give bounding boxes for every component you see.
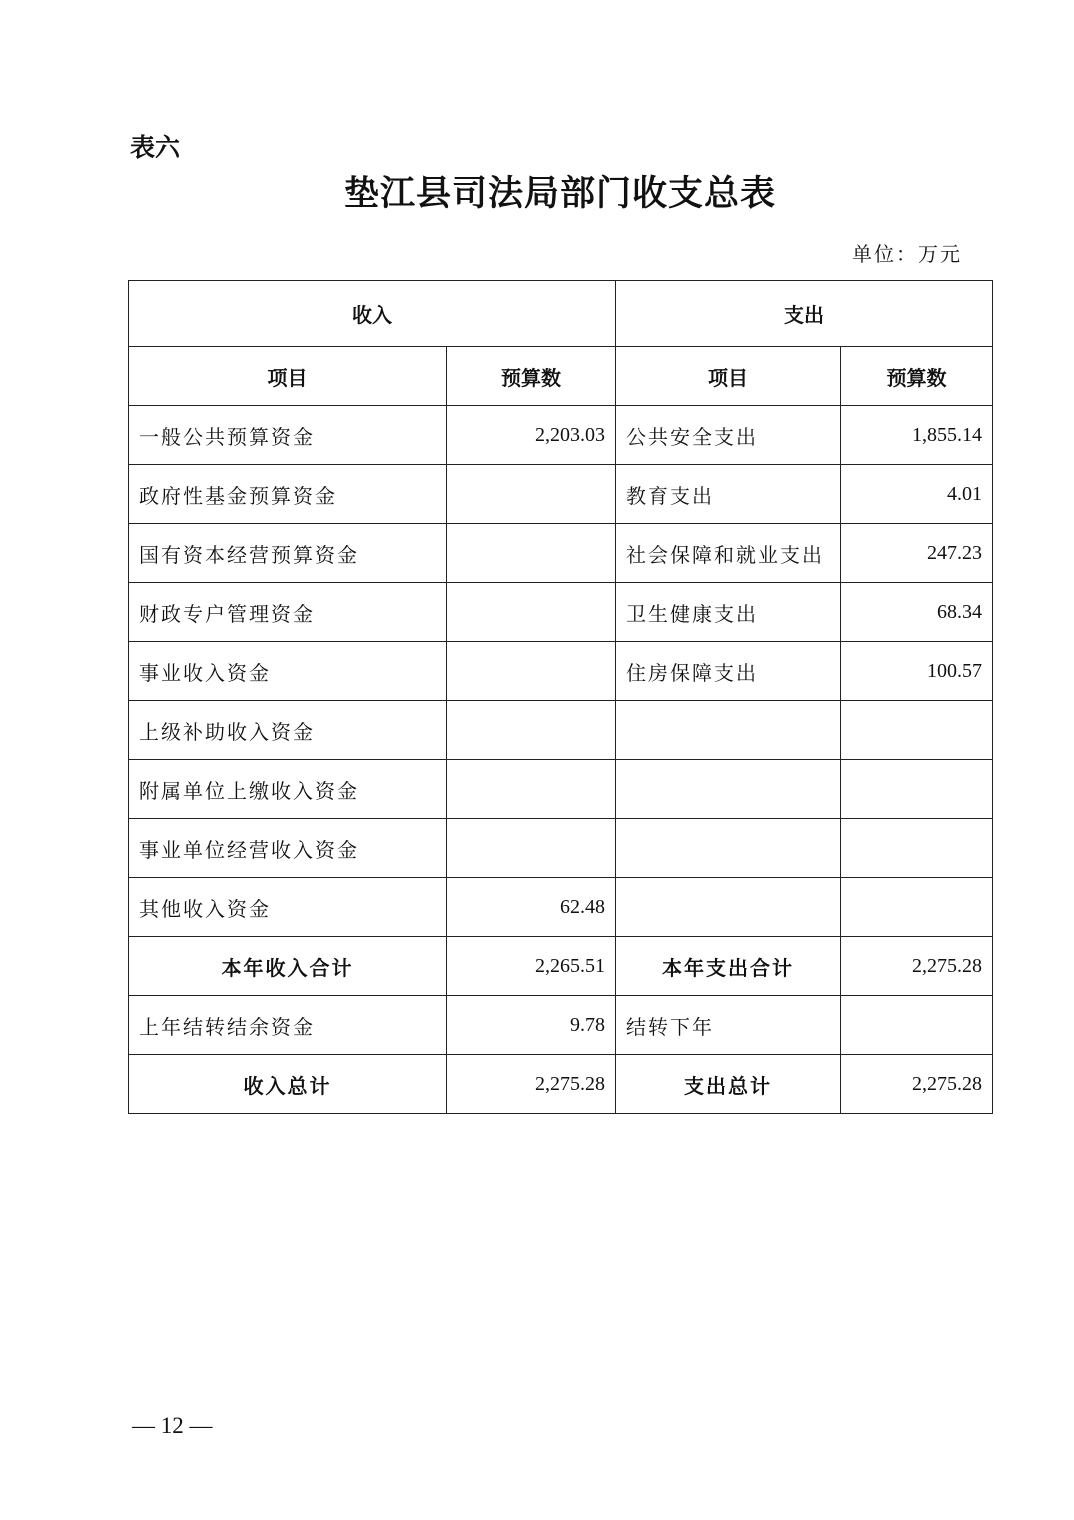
income-value-cell: 2,265.51	[447, 937, 616, 996]
budget-table	[128, 280, 993, 1114]
expense-item-cell: 卫生健康支出	[616, 583, 841, 642]
expense-item-cell	[616, 878, 841, 937]
income-item-cell: 国有资本经营预算资金	[129, 524, 447, 583]
income-value-cell	[447, 465, 616, 524]
expense-budget-header: 预算数	[841, 347, 993, 406]
unit-label: 单位：万元	[852, 242, 962, 266]
income-item-cell: 上年结转结余资金	[129, 996, 447, 1055]
income-header: 收入	[129, 281, 616, 347]
expense-item-cell	[616, 760, 841, 819]
section-header-row	[129, 281, 993, 347]
table-row	[129, 1055, 993, 1114]
page-title: 垫江县司法局部门收支总表	[343, 173, 776, 214]
table-row	[129, 583, 993, 642]
table-row	[129, 524, 993, 583]
income-item-header: 项目	[129, 347, 447, 406]
table-row	[129, 996, 993, 1055]
table-row	[129, 406, 993, 465]
income-item-cell: 上级补助收入资金	[129, 701, 447, 760]
expense-item-cell: 本年支出合计	[616, 937, 841, 996]
table-row	[129, 819, 993, 878]
income-value-cell	[447, 524, 616, 583]
expense-value-cell: 2,275.28	[841, 1055, 993, 1114]
expense-item-cell: 教育支出	[616, 465, 841, 524]
income-value-cell	[447, 583, 616, 642]
expense-value-cell: 2,275.28	[841, 937, 993, 996]
expense-value-cell: 247.23	[841, 524, 993, 583]
income-budget-header: 预算数	[447, 347, 616, 406]
income-item-cell: 事业收入资金	[129, 642, 447, 701]
expense-value-cell	[841, 878, 993, 937]
page-number: — 12 —	[132, 1413, 213, 1438]
expense-value-cell	[841, 760, 993, 819]
expense-value-cell: 68.34	[841, 583, 993, 642]
expense-item-cell: 社会保障和就业支出	[616, 524, 841, 583]
income-value-cell	[447, 819, 616, 878]
table-row	[129, 465, 993, 524]
income-item-cell: 附属单位上缴收入资金	[129, 760, 447, 819]
income-value-cell	[447, 760, 616, 819]
income-item-cell: 财政专户管理资金	[129, 583, 447, 642]
table-label: 表六	[130, 133, 181, 162]
income-value-cell: 9.78	[447, 996, 616, 1055]
income-item-cell: 本年收入合计	[129, 937, 447, 996]
table-row	[129, 642, 993, 701]
expense-value-cell	[841, 819, 993, 878]
expense-value-cell: 1,855.14	[841, 406, 993, 465]
expense-value-cell: 100.57	[841, 642, 993, 701]
column-header-row	[129, 347, 993, 406]
table-row	[129, 701, 993, 760]
expense-item-cell: 住房保障支出	[616, 642, 841, 701]
income-item-cell: 事业单位经营收入资金	[129, 819, 447, 878]
income-value-cell: 62.48	[447, 878, 616, 937]
income-item-cell: 收入总计	[129, 1055, 447, 1114]
income-value-cell	[447, 642, 616, 701]
table-row	[129, 878, 993, 937]
expense-header: 支出	[616, 281, 993, 347]
income-value-cell: 2,275.28	[447, 1055, 616, 1114]
income-value-cell: 2,203.03	[447, 406, 616, 465]
expense-value-cell	[841, 701, 993, 760]
expense-item-cell: 结转下年	[616, 996, 841, 1055]
table-row	[129, 760, 993, 819]
expense-item-cell	[616, 701, 841, 760]
expense-item-cell: 公共安全支出	[616, 406, 841, 465]
expense-item-cell: 支出总计	[616, 1055, 841, 1114]
table-row	[129, 937, 993, 996]
expense-item-cell	[616, 819, 841, 878]
income-item-cell: 一般公共预算资金	[129, 406, 447, 465]
expense-value-cell	[841, 996, 993, 1055]
income-item-cell: 政府性基金预算资金	[129, 465, 447, 524]
expense-value-cell: 4.01	[841, 465, 993, 524]
income-item-cell: 其他收入资金	[129, 878, 447, 937]
expense-item-header: 项目	[616, 347, 841, 406]
income-value-cell	[447, 701, 616, 760]
